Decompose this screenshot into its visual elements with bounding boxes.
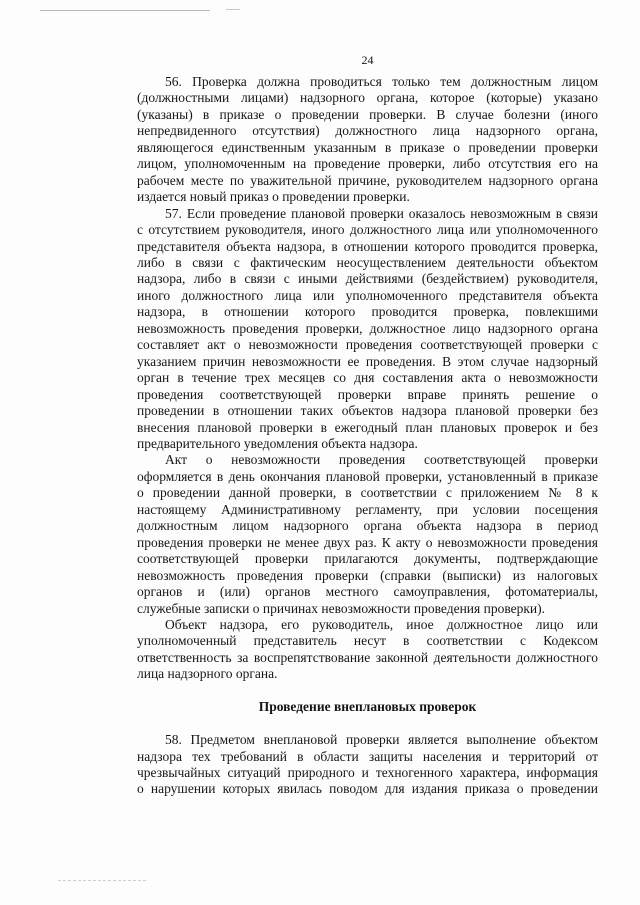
section	[137, 74, 598, 683]
text-body	[137, 74, 598, 798]
paragraph	[137, 452, 598, 617]
paragraph	[137, 74, 598, 206]
text-line: Объект надзора, его руководитель, иное должностное лицо или	[165, 616, 598, 632]
text-line: служебные записки о причинах невозможности проведения проверки).	[137, 600, 546, 616]
text-line: органов и (или) органов местного самоуправления, фотоматериалы,	[137, 584, 598, 600]
text-line: (указаны) в приказе о проведении проверки. В случае болезни (иного	[137, 106, 598, 122]
text-line: надзора тех требований в области защиты населения и территорий от	[137, 748, 598, 764]
paragraph	[137, 732, 598, 798]
text-line: с отсутствием руководителя, иного должностного лица или уполномоченного	[137, 222, 598, 238]
section-heading: Проведение внеплановых проверок	[258, 699, 477, 715]
text-line: 57. Если проведение плановой проверки оказалось невозможным в связи	[165, 205, 598, 221]
text-line: лица надзорного органа.	[137, 666, 278, 682]
text-line: чрезвычайных ситуаций природного и техногенного характера, информация	[137, 765, 598, 780]
text-line: настоящему Административному регламенту, при условии посещения	[137, 501, 598, 517]
text-line: представителя объекта надзора, в отношении которого проводится проверка,	[137, 238, 598, 254]
page-number: 24	[361, 53, 374, 67]
text-line: рабочем месте по уважительной причине, руководителем надзорного органа	[137, 172, 598, 188]
text-line: составляет акт о невозможности проведения соответствующей проверки с	[137, 337, 598, 353]
text-line: лицом, уполномоченным на проведение проверки, либо отсутствия его на	[137, 156, 598, 172]
text-line: уполномоченный представитель несут в соответствии с Кодексом	[137, 633, 598, 649]
text-line: непредвиденного отсутствия) должностного лица надзорного органа,	[137, 123, 598, 139]
text-line: надзора, в отношении которого проводится проверка, повлекшими	[137, 304, 598, 320]
text-line: ответственность за воспрепятствование законной деятельности должностного	[137, 649, 598, 665]
section	[137, 699, 598, 798]
text-line: оформляется в день окончания плановой проверки, установленный в приказе	[137, 468, 598, 484]
text-line: невозможность проведения проверки, должностное лицо надзорного органа	[137, 320, 598, 336]
text-line: 58. Предметом внеплановой проверки является выполнение объектом	[165, 732, 598, 748]
text-line: проведении в отношении таких объектов надзора плановой проверки без	[137, 403, 598, 419]
paragraph	[137, 206, 598, 453]
text-line: проведения проверки не менее двух раз. К акту о невозможности проведения	[137, 534, 598, 550]
text-line: о нарушении которых явилась поводом для издания приказа о проведении	[137, 781, 598, 797]
text-line: иного должностного лица или уполномоченного представителя объекта	[137, 287, 598, 303]
text-line: невозможность проведения проверки (справки (выписки) из налоговых	[137, 567, 598, 583]
scan-artifact-line	[58, 880, 146, 881]
text-line: надзора, либо в связи с иными действиями (бездействием) руководителя,	[137, 271, 598, 287]
text-line: (должностными лицами) надзорного органа, которое (которые) указано	[137, 90, 598, 106]
text-line: проведения соответствующей проверки вправе принять решение о	[137, 386, 598, 402]
text-line: Акт о невозможности проведения соответствующей проверки	[165, 452, 598, 468]
text-line: либо в связи с фактическим неосуществлением деятельности объектом	[137, 254, 598, 270]
text-line: должностным лицом надзорного органа объекта надзора в период	[137, 518, 598, 534]
section-paragraphs	[137, 732, 598, 798]
text-line: указанием причин невозможности ее проведения. В этом случае надзорный	[137, 353, 598, 369]
text-line: являющегося единственным указанным в приказе о проведении проверки	[137, 139, 598, 155]
paragraph	[137, 617, 598, 683]
text-line: предварительного уведомления объекта надзора.	[137, 435, 418, 451]
text-line: 56. Проверка должна проводиться только тем должностным лицом	[165, 74, 598, 89]
scan-artifact-line	[40, 10, 210, 11]
scan-artifact-line	[226, 9, 240, 10]
text-line: орган в течение трех месяцев со дня составления акта о невозможности	[137, 370, 598, 386]
text-line: издается новый приказ о проведении проверки.	[137, 189, 410, 205]
text-line: о проведении данной проверки, в соответствии с приложением № 8 к	[137, 485, 598, 501]
text-line: внесения плановой проверки в ежегодный план плановых проверок и без	[137, 419, 598, 435]
text-line: соответствующей проверки прилагаются документы, подтверждающие	[137, 551, 598, 567]
